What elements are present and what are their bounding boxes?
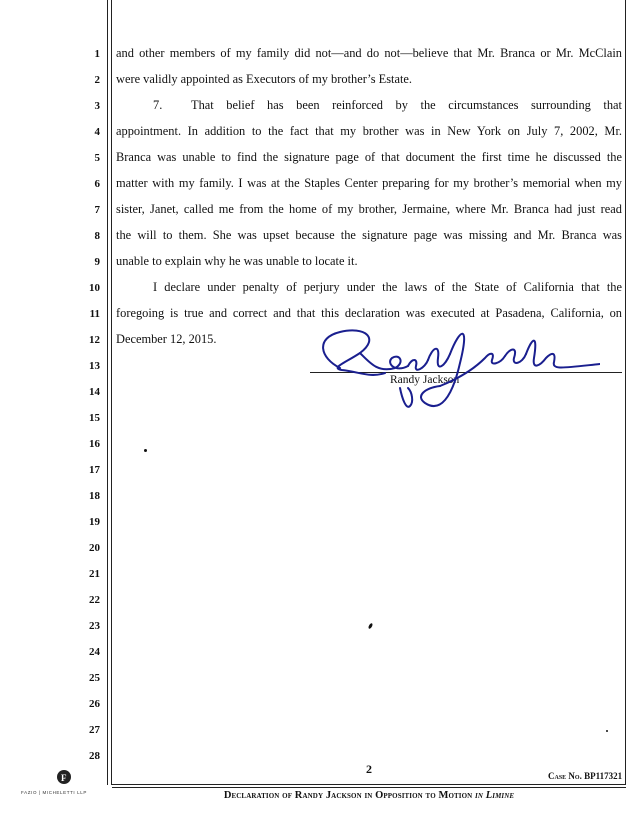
line-number: 26: [89, 698, 100, 710]
left-margin-rule: [107, 0, 108, 785]
body-line: were validly appointed as Executors of my brother’s Estate.: [116, 72, 413, 86]
body-line: Branca was unable to find the signature page of that document the first time he discussed the: [116, 150, 622, 164]
scan-speck: [606, 730, 608, 732]
line-number: 1: [94, 48, 100, 60]
handwritten-signature: [300, 318, 600, 428]
line-number: 25: [89, 672, 100, 684]
line-number: 20: [89, 542, 100, 554]
line-number: 9: [94, 256, 100, 268]
page-number: 2: [366, 762, 372, 776]
line-number: 13: [89, 360, 100, 372]
line-number: 2: [94, 74, 100, 86]
line-number: 17: [89, 464, 100, 476]
law-firm-logo-icon: [8, 764, 88, 804]
line-number: 5: [94, 152, 100, 164]
right-margin-rule: [625, 0, 626, 785]
footer-document-title: [112, 790, 626, 801]
line-number: 4: [94, 126, 100, 138]
scan-speck: [144, 449, 147, 452]
left-margin-rule-inner: [111, 0, 112, 785]
footer-rule: [112, 784, 626, 785]
body-line: the will to them. She was upset because the signature page was missing and Mr. Branca was: [116, 228, 622, 242]
line-number: 8: [94, 230, 100, 242]
footer-title-italic: in Limine: [475, 790, 515, 801]
body-line: unable to explain why he was unable to locate it.: [116, 254, 358, 268]
line-number: 27: [89, 724, 100, 736]
body-line: I declare under penalty of perjury under the laws of the State of California that the: [153, 280, 622, 294]
footer-title-main: Declaration of Randy Jackson in Opposition to Motion: [223, 790, 476, 801]
line-number: 15: [89, 412, 100, 424]
line-number: 12: [89, 334, 100, 346]
line-number: 23: [89, 620, 100, 632]
line-number: 10: [89, 282, 100, 294]
line-number: 6: [94, 178, 100, 190]
body-line: That belief has been reinforced by the circumstances surrounding that: [191, 98, 622, 112]
case-number: Case No. BP117321: [548, 771, 623, 781]
line-number: 7: [94, 204, 100, 216]
line-number: 18: [89, 490, 100, 502]
line-number: 19: [89, 516, 100, 528]
paragraph-7-first-line: [116, 98, 622, 112]
line-number: 16: [89, 438, 100, 450]
line-number: 11: [89, 308, 100, 320]
paragraph-number: 7.: [153, 98, 163, 112]
line-number: 21: [89, 568, 100, 580]
body-line: and other members of my family did not—and do not—believe that Mr. Branca or Mr. McClain: [116, 46, 622, 60]
line-number: 3: [94, 100, 100, 112]
signer-printed-name: Randy Jackson: [390, 374, 460, 386]
body-line: appointment. In addition to the fact that my brother was in New York on July 7, 2002, Mr.: [116, 124, 622, 138]
line-number: 22: [89, 594, 100, 606]
law-firm-name: FAZIO | MICHELETTI LLP: [21, 790, 87, 795]
declaration-first-line: [116, 280, 622, 294]
scan-speck: [368, 623, 374, 630]
body-line: sister, Janet, called me from the home of my brother, Jermaine, where Mr. Branca had just read: [116, 202, 622, 216]
line-number: 24: [89, 646, 100, 658]
footer-rule: [112, 787, 626, 788]
body-line: foregoing is true and correct and that this declaration was executed at Pasadena, California, on: [116, 306, 622, 320]
line-number: 14: [89, 386, 100, 398]
svg-text:F: F: [61, 773, 67, 783]
body-line: December 12, 2015.: [116, 332, 217, 346]
body-line: matter with my family. I was at the Staples Center preparing for my brother’s memorial when my: [116, 176, 622, 190]
line-number: 28: [89, 750, 100, 762]
